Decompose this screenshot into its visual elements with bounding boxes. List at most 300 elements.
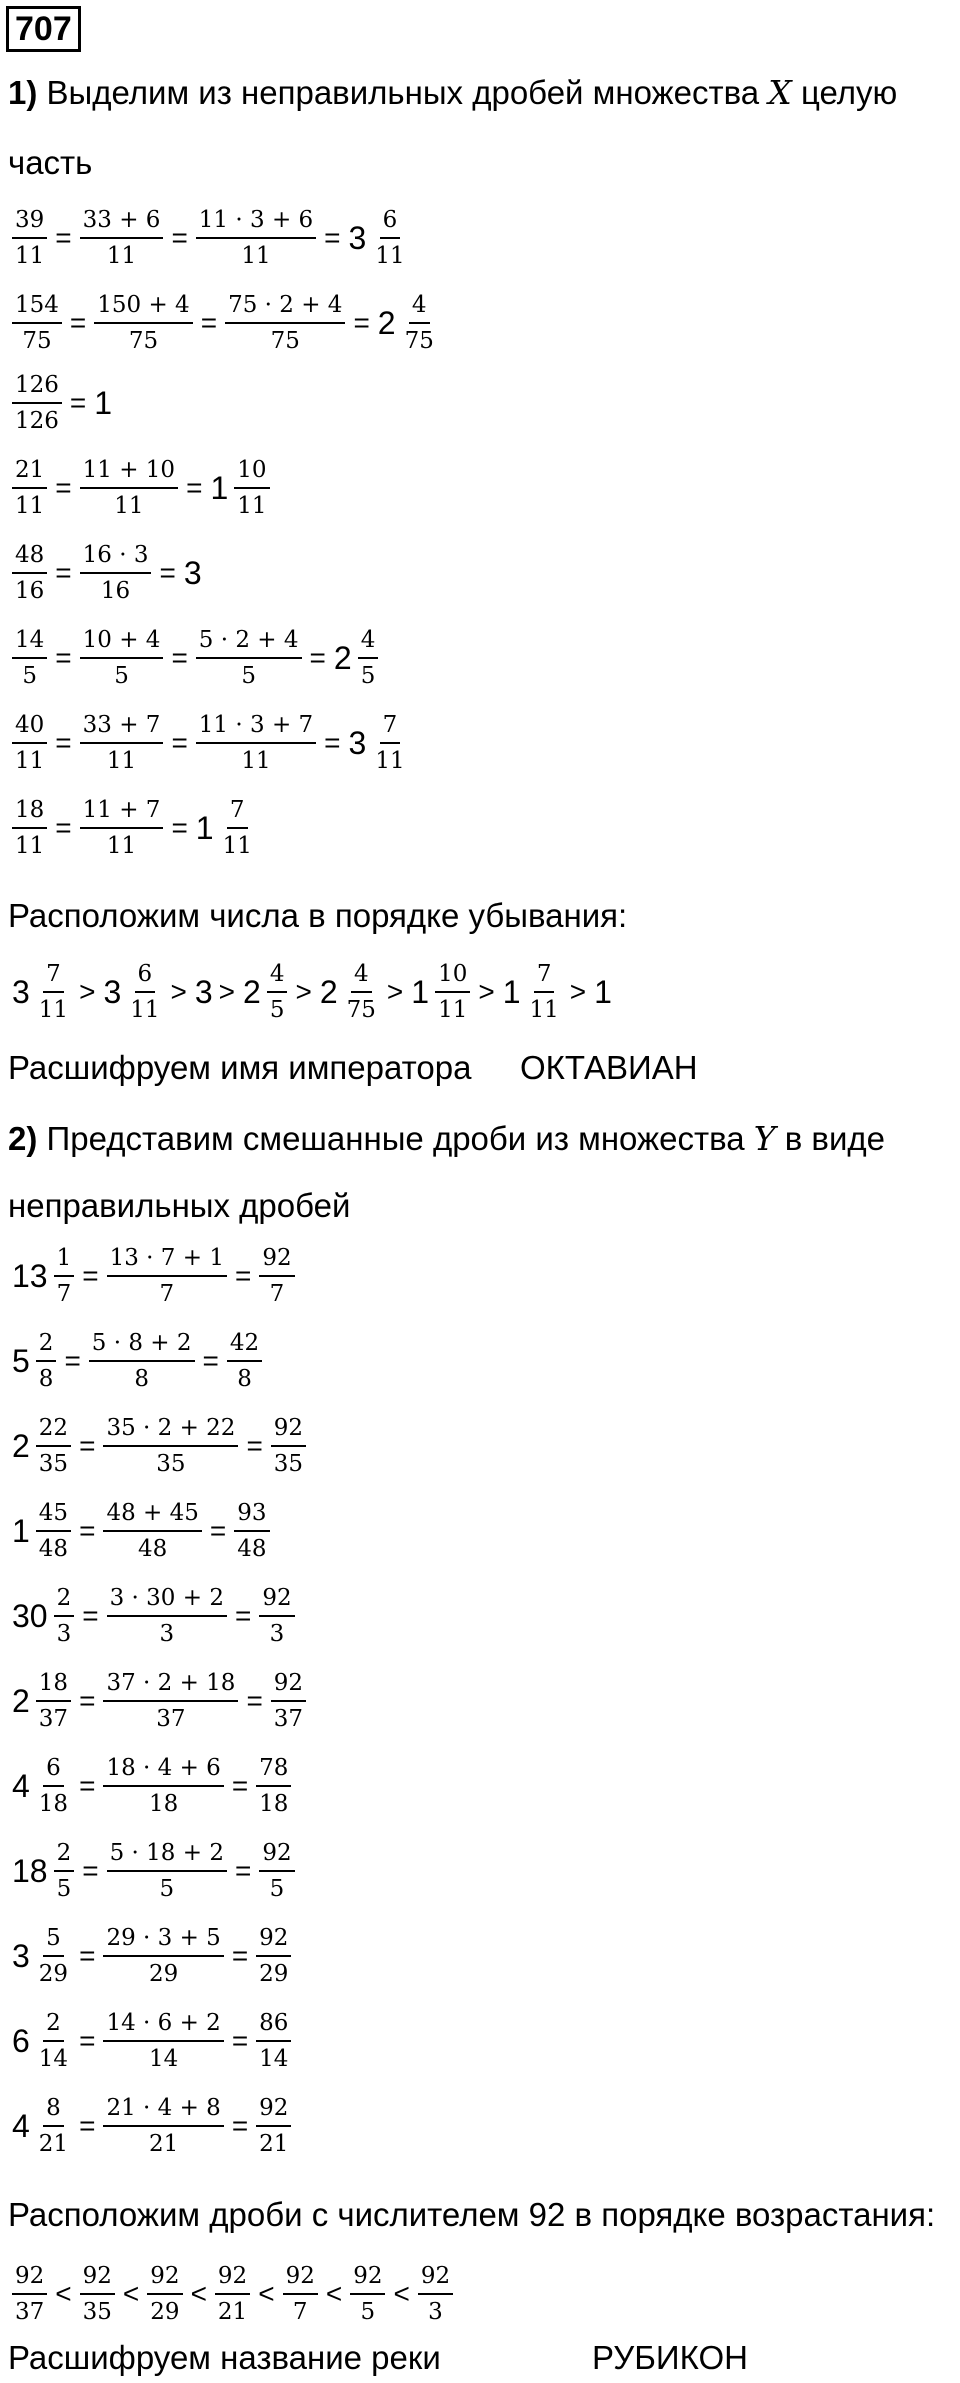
fraction-term xyxy=(76,205,168,271)
whole-part: 1 xyxy=(594,973,612,1010)
fraction-term xyxy=(346,2261,389,2327)
fraction xyxy=(256,2008,291,2074)
numerator: 4 xyxy=(351,959,372,993)
fraction xyxy=(80,2261,115,2327)
relation-symbol: = xyxy=(79,2025,96,2056)
fraction-term xyxy=(90,290,196,356)
equation-line xyxy=(8,1748,295,1824)
relation-symbol: = xyxy=(202,1345,219,1376)
numerator: 10 xyxy=(234,455,269,489)
whole-part: 18 xyxy=(12,1852,48,1889)
numerator: 6 xyxy=(43,1753,64,1787)
mixed-number xyxy=(330,625,382,691)
fraction xyxy=(80,625,164,691)
whole-part: 2 xyxy=(12,1427,30,1464)
denominator: 37 xyxy=(38,1706,69,1732)
numerator: 92 xyxy=(283,2261,318,2295)
numerator: 11 · 3 + 7 xyxy=(196,710,316,744)
relation-symbol: = xyxy=(79,1770,96,1801)
whole-number xyxy=(90,385,114,422)
denominator: 75 xyxy=(128,328,159,354)
fraction xyxy=(80,795,164,861)
fraction-term xyxy=(8,625,51,691)
relation-symbol: = xyxy=(55,472,72,503)
fraction xyxy=(271,1413,306,1479)
whole-part: 1 xyxy=(502,973,521,1010)
relation-symbol: = xyxy=(55,557,72,588)
fraction xyxy=(196,625,302,691)
fraction xyxy=(36,1413,71,1479)
fraction-term xyxy=(103,1838,231,1904)
denominator: 11 xyxy=(15,748,45,774)
numerator: 42 xyxy=(227,1328,262,1362)
numerator: 7 xyxy=(380,710,401,744)
relation-symbol: = xyxy=(209,1515,227,1546)
numerator: 75 · 2 + 4 xyxy=(225,290,345,324)
numerator: 4 xyxy=(267,959,288,993)
fraction-term xyxy=(76,2261,119,2327)
fraction xyxy=(234,455,269,521)
numerator: 93 xyxy=(234,1498,269,1532)
denominator: 3 xyxy=(56,1621,72,1647)
relation-symbol: = xyxy=(79,1430,96,1461)
relation-symbol: = xyxy=(55,222,72,253)
fraction xyxy=(196,710,316,776)
relation-symbol: = xyxy=(231,2025,249,2056)
numerator: 18 xyxy=(12,795,47,829)
mixed-number xyxy=(8,1583,78,1649)
whole-part: 2 xyxy=(377,304,396,341)
relation-symbol: = xyxy=(82,1260,99,1291)
mixed-number xyxy=(8,1838,78,1904)
numerator: 92 xyxy=(271,1668,306,1702)
numerator: 16 · 3 xyxy=(80,540,152,574)
fraction-term xyxy=(8,540,51,606)
relation-symbol: = xyxy=(159,557,176,588)
fraction xyxy=(12,2261,47,2327)
relation-symbol: = xyxy=(79,1940,96,1971)
denominator: 3 xyxy=(428,2299,443,2325)
fraction xyxy=(36,1923,71,1989)
fraction xyxy=(54,1838,75,1904)
fraction xyxy=(36,2093,71,2159)
fraction xyxy=(12,205,47,271)
numerator: 22 xyxy=(36,1413,71,1447)
fraction xyxy=(271,1668,306,1734)
fraction-term xyxy=(8,710,51,776)
denominator: 11 xyxy=(237,493,267,519)
part2-label: 2) xyxy=(8,1120,38,1157)
relation-symbol: < xyxy=(325,2278,343,2309)
part1-heading xyxy=(8,71,897,115)
numerator: 48 xyxy=(12,540,47,574)
numerator: 86 xyxy=(256,2008,291,2042)
numerator: 2 xyxy=(36,1328,57,1362)
relation-symbol: = xyxy=(171,812,188,843)
denominator: 14 xyxy=(148,2046,179,2072)
denominator: 3 xyxy=(159,1621,175,1647)
fraction xyxy=(256,2093,291,2159)
denominator: 21 xyxy=(259,2131,289,2157)
fraction xyxy=(103,1413,238,1479)
fraction xyxy=(527,959,562,1025)
numerator: 21 · 4 + 8 xyxy=(103,2093,223,2127)
denominator: 11 xyxy=(15,243,45,269)
numerator: 92 xyxy=(147,2261,182,2295)
fraction-term xyxy=(99,1413,242,1479)
numerator: 92 xyxy=(259,1838,294,1872)
relation-symbol: = xyxy=(55,727,72,758)
mixed-number xyxy=(374,290,441,356)
relation-symbol: = xyxy=(69,387,87,418)
whole-part: 2 xyxy=(12,1682,30,1719)
fraction xyxy=(36,1668,71,1734)
fraction-term xyxy=(76,625,168,691)
part1-order-chain xyxy=(8,954,614,1030)
equation-line xyxy=(8,1663,310,1739)
fraction xyxy=(12,290,62,356)
relation-symbol: = xyxy=(55,812,72,843)
fraction-term xyxy=(76,455,182,521)
equation-line xyxy=(8,1578,299,1654)
denominator: 29 xyxy=(259,1961,289,1987)
numerator: 7 xyxy=(534,959,555,993)
relation-symbol: > xyxy=(569,976,587,1007)
numerator: 92 xyxy=(259,1243,294,1277)
denominator: 5 xyxy=(269,1876,285,1902)
numerator: 4 xyxy=(358,625,379,659)
part1-label: 1) xyxy=(8,74,38,111)
problem-number-box: 707 xyxy=(6,6,81,52)
numerator: 2 xyxy=(54,1583,75,1617)
denominator: 11 xyxy=(375,748,405,774)
part1-order-text: Расположим числа в порядке убывания: xyxy=(8,897,628,934)
relation-symbol: = xyxy=(246,1430,263,1461)
mixed-number xyxy=(8,2008,75,2074)
fraction xyxy=(12,455,47,521)
numerator: 5 · 2 + 4 xyxy=(196,625,302,659)
relation-symbol: = xyxy=(231,1940,249,1971)
numerator: 150 + 4 xyxy=(94,290,192,324)
denominator: 7 xyxy=(159,1281,175,1307)
denominator: 21 xyxy=(38,2131,69,2157)
equation-line xyxy=(8,790,259,866)
denominator: 11 xyxy=(106,243,137,269)
fraction-term xyxy=(211,2261,254,2327)
numerator: 2 xyxy=(43,2008,64,2042)
numerator: 5 · 8 + 2 xyxy=(89,1328,195,1362)
fraction xyxy=(256,1923,291,1989)
fraction xyxy=(54,1243,75,1309)
fraction xyxy=(259,1838,294,1904)
denominator: 5 xyxy=(360,2299,376,2325)
denominator: 21 xyxy=(217,2299,248,2325)
denominator: 11 xyxy=(375,243,405,269)
numerator: 37 · 2 + 18 xyxy=(103,1668,238,1702)
fraction-term xyxy=(192,625,306,691)
fraction-term xyxy=(143,2261,186,2327)
denominator: 75 xyxy=(270,328,300,354)
whole-part: 4 xyxy=(12,1767,30,1804)
equation-line xyxy=(8,1833,299,1909)
fraction xyxy=(103,2093,223,2159)
fraction xyxy=(283,2261,318,2327)
part2-order-text: Расположим дроби с числителем 92 в порядке возрастания: xyxy=(8,2196,936,2233)
numerator: 39 xyxy=(12,205,47,239)
relation-symbol: = xyxy=(200,307,218,338)
relation-symbol: < xyxy=(122,2278,140,2309)
numerator: 18 · 4 + 6 xyxy=(103,1753,223,1787)
mixed-number xyxy=(8,1753,75,1819)
denominator: 7 xyxy=(56,1281,72,1307)
fraction-term xyxy=(99,2093,227,2159)
numerator: 8 xyxy=(43,2093,64,2127)
part2-order-chain xyxy=(8,2256,457,2332)
numerator: 10 xyxy=(435,959,470,993)
fraction-term xyxy=(99,1923,227,1989)
fraction-term xyxy=(8,455,51,521)
mixed-number xyxy=(407,959,474,1025)
fraction-term xyxy=(8,2261,51,2327)
fraction-term xyxy=(99,1498,205,1564)
fraction-term xyxy=(279,2261,322,2327)
relation-symbol: = xyxy=(324,222,341,253)
denominator: 126 xyxy=(15,408,59,434)
part2-heading-line2: неправильных дробей xyxy=(8,1187,351,1224)
part1-heading-line2: часть xyxy=(8,144,93,181)
fraction-term xyxy=(267,1413,310,1479)
part1-answer: ОКТАВИАН xyxy=(520,1049,698,1086)
relation-symbol: = xyxy=(171,727,188,758)
numerator: 13 · 7 + 1 xyxy=(107,1243,227,1277)
whole-part: 1 xyxy=(411,973,430,1010)
whole-number xyxy=(590,974,614,1011)
equation-line xyxy=(8,200,412,276)
fraction-term xyxy=(8,290,66,356)
fraction xyxy=(36,1328,57,1394)
mixed-number xyxy=(8,1328,60,1394)
fraction xyxy=(103,1923,223,1989)
mixed-number xyxy=(345,205,412,271)
numerator: 154 xyxy=(12,290,62,324)
numerator: 5 xyxy=(43,1923,64,1957)
fraction xyxy=(80,710,164,776)
denominator: 11 xyxy=(106,748,137,774)
relation-symbol: = xyxy=(234,1855,252,1886)
equation-line xyxy=(8,2088,295,2164)
mixed-number xyxy=(8,1923,75,1989)
relation-symbol: > xyxy=(170,976,187,1007)
part2-answer: РУБИКОН xyxy=(592,2339,748,2376)
numerator: 126 xyxy=(12,370,62,404)
fraction-term xyxy=(76,795,168,861)
denominator: 11 xyxy=(529,997,559,1023)
whole-part: 1 xyxy=(94,384,113,421)
fraction-term xyxy=(221,290,349,356)
numerator: 40 xyxy=(12,710,47,744)
numerator: 29 · 3 + 5 xyxy=(103,1923,223,1957)
relation-symbol: = xyxy=(186,472,203,503)
fraction xyxy=(220,795,255,861)
denominator: 11 xyxy=(130,997,160,1023)
relation-symbol: < xyxy=(55,2278,72,2309)
fraction-term xyxy=(76,710,168,776)
relation-symbol: = xyxy=(64,1345,81,1376)
equation-line xyxy=(8,535,204,611)
equation-line xyxy=(8,620,382,696)
fraction xyxy=(372,205,407,271)
numerator: 7 xyxy=(227,795,248,829)
whole-part: 1 xyxy=(195,809,214,846)
denominator: 29 xyxy=(150,2299,180,2325)
fraction-term xyxy=(192,710,320,776)
fraction-term xyxy=(252,1923,295,1989)
denominator: 29 xyxy=(148,1961,179,1987)
relation-symbol: = xyxy=(171,222,188,253)
denominator: 16 xyxy=(100,578,131,604)
denominator: 48 xyxy=(237,1536,267,1562)
mixed-number xyxy=(99,959,166,1025)
denominator: 7 xyxy=(269,1281,285,1307)
numerator: 1 xyxy=(54,1243,75,1277)
denominator: 75 xyxy=(346,997,376,1023)
fraction xyxy=(36,1753,71,1819)
denominator: 3 xyxy=(269,1621,285,1647)
fraction xyxy=(36,1498,71,1564)
fraction-term xyxy=(223,1328,266,1394)
denominator: 5 xyxy=(22,663,37,689)
numerator: 7 xyxy=(43,959,64,993)
mixed-number xyxy=(206,455,273,521)
denominator: 35 xyxy=(156,1451,186,1477)
denominator: 35 xyxy=(38,1451,69,1477)
part2-decode-line xyxy=(8,2336,441,2380)
part2-text-before: Представим смешанные дроби из множества xyxy=(37,1120,754,1157)
denominator: 8 xyxy=(237,1366,252,1392)
part1-variable: X xyxy=(768,73,792,112)
equation-line xyxy=(8,1493,274,1569)
relation-symbol: = xyxy=(79,1685,96,1716)
relation-symbol: = xyxy=(231,2110,249,2141)
fraction xyxy=(107,1838,227,1904)
numerator: 11 + 10 xyxy=(80,455,178,489)
numerator: 6 xyxy=(135,959,156,993)
whole-part: 5 xyxy=(12,1342,30,1379)
numerator: 92 xyxy=(256,2093,291,2127)
fraction xyxy=(54,1583,75,1649)
equation-line xyxy=(8,1323,266,1399)
whole-part: 2 xyxy=(333,639,352,676)
fraction xyxy=(12,540,47,606)
fraction xyxy=(12,795,47,861)
fraction-term xyxy=(192,205,320,271)
relation-symbol: = xyxy=(353,307,370,338)
part1-decode-text: Расшифруем имя императора xyxy=(8,1049,472,1086)
fraction xyxy=(107,1583,227,1649)
whole-part: 3 xyxy=(12,1937,30,1974)
denominator: 14 xyxy=(38,2046,69,2072)
whole-part: 3 xyxy=(183,554,202,591)
denominator: 14 xyxy=(259,2046,289,2072)
numerator: 14 · 6 + 2 xyxy=(103,2008,223,2042)
fraction xyxy=(12,625,47,691)
relation-symbol: = xyxy=(234,1600,252,1631)
fraction-term xyxy=(76,540,156,606)
numerator: 11 · 3 + 6 xyxy=(196,205,316,239)
fraction xyxy=(196,205,316,271)
numerator: 11 + 7 xyxy=(80,795,164,829)
relation-symbol: > xyxy=(478,976,495,1007)
mixed-number xyxy=(316,959,383,1025)
fraction xyxy=(89,1328,195,1394)
relation-symbol: = xyxy=(309,642,326,673)
denominator: 8 xyxy=(134,1366,149,1392)
fraction xyxy=(94,290,192,356)
mixed-number xyxy=(8,959,75,1025)
fraction xyxy=(103,1498,201,1564)
whole-part: 3 xyxy=(348,724,367,761)
fraction-term xyxy=(99,1668,242,1734)
denominator: 11 xyxy=(241,748,271,774)
relation-symbol: > xyxy=(386,976,404,1007)
fraction-term xyxy=(8,370,66,436)
equation-line xyxy=(8,1408,310,1484)
numerator: 33 + 6 xyxy=(80,205,164,239)
fraction xyxy=(80,455,178,521)
whole-part: 3 xyxy=(12,973,30,1010)
mixed-number xyxy=(345,710,412,776)
part1-text-after: целую xyxy=(791,74,898,111)
relation-symbol: > xyxy=(218,976,236,1007)
fraction xyxy=(256,1753,291,1819)
fraction-term xyxy=(414,2261,457,2327)
fraction-term xyxy=(255,1838,298,1904)
fraction xyxy=(127,959,162,1025)
part2-variable: Y xyxy=(753,1119,776,1158)
numerator: 92 xyxy=(215,2261,250,2295)
denominator: 35 xyxy=(82,2299,112,2325)
relation-symbol: = xyxy=(82,1600,99,1631)
fraction-term xyxy=(252,1753,295,1819)
relation-symbol: = xyxy=(55,642,72,673)
numerator: 92 xyxy=(80,2261,115,2295)
numerator: 92 xyxy=(12,2261,47,2295)
whole-part: 1 xyxy=(210,469,229,506)
fraction-term xyxy=(230,1498,273,1564)
numerator: 92 xyxy=(259,1583,294,1617)
denominator: 11 xyxy=(15,493,45,519)
denominator: 37 xyxy=(156,1706,186,1732)
denominator: 11 xyxy=(241,243,271,269)
denominator: 8 xyxy=(38,1366,54,1392)
relation-symbol: = xyxy=(69,307,87,338)
numerator: 5 · 18 + 2 xyxy=(107,1838,227,1872)
relation-symbol: = xyxy=(79,2110,96,2141)
fraction xyxy=(80,205,164,271)
denominator: 16 xyxy=(15,578,45,604)
fraction xyxy=(372,710,407,776)
mixed-number xyxy=(8,1413,75,1479)
numerator: 14 xyxy=(12,625,47,659)
whole-number xyxy=(191,974,215,1011)
fraction xyxy=(418,2261,453,2327)
numerator: 2 xyxy=(54,1838,75,1872)
denominator: 11 xyxy=(15,833,45,859)
denominator: 11 xyxy=(106,833,137,859)
fraction xyxy=(402,290,437,356)
relation-symbol: = xyxy=(246,1685,263,1716)
numerator: 10 + 4 xyxy=(80,625,164,659)
